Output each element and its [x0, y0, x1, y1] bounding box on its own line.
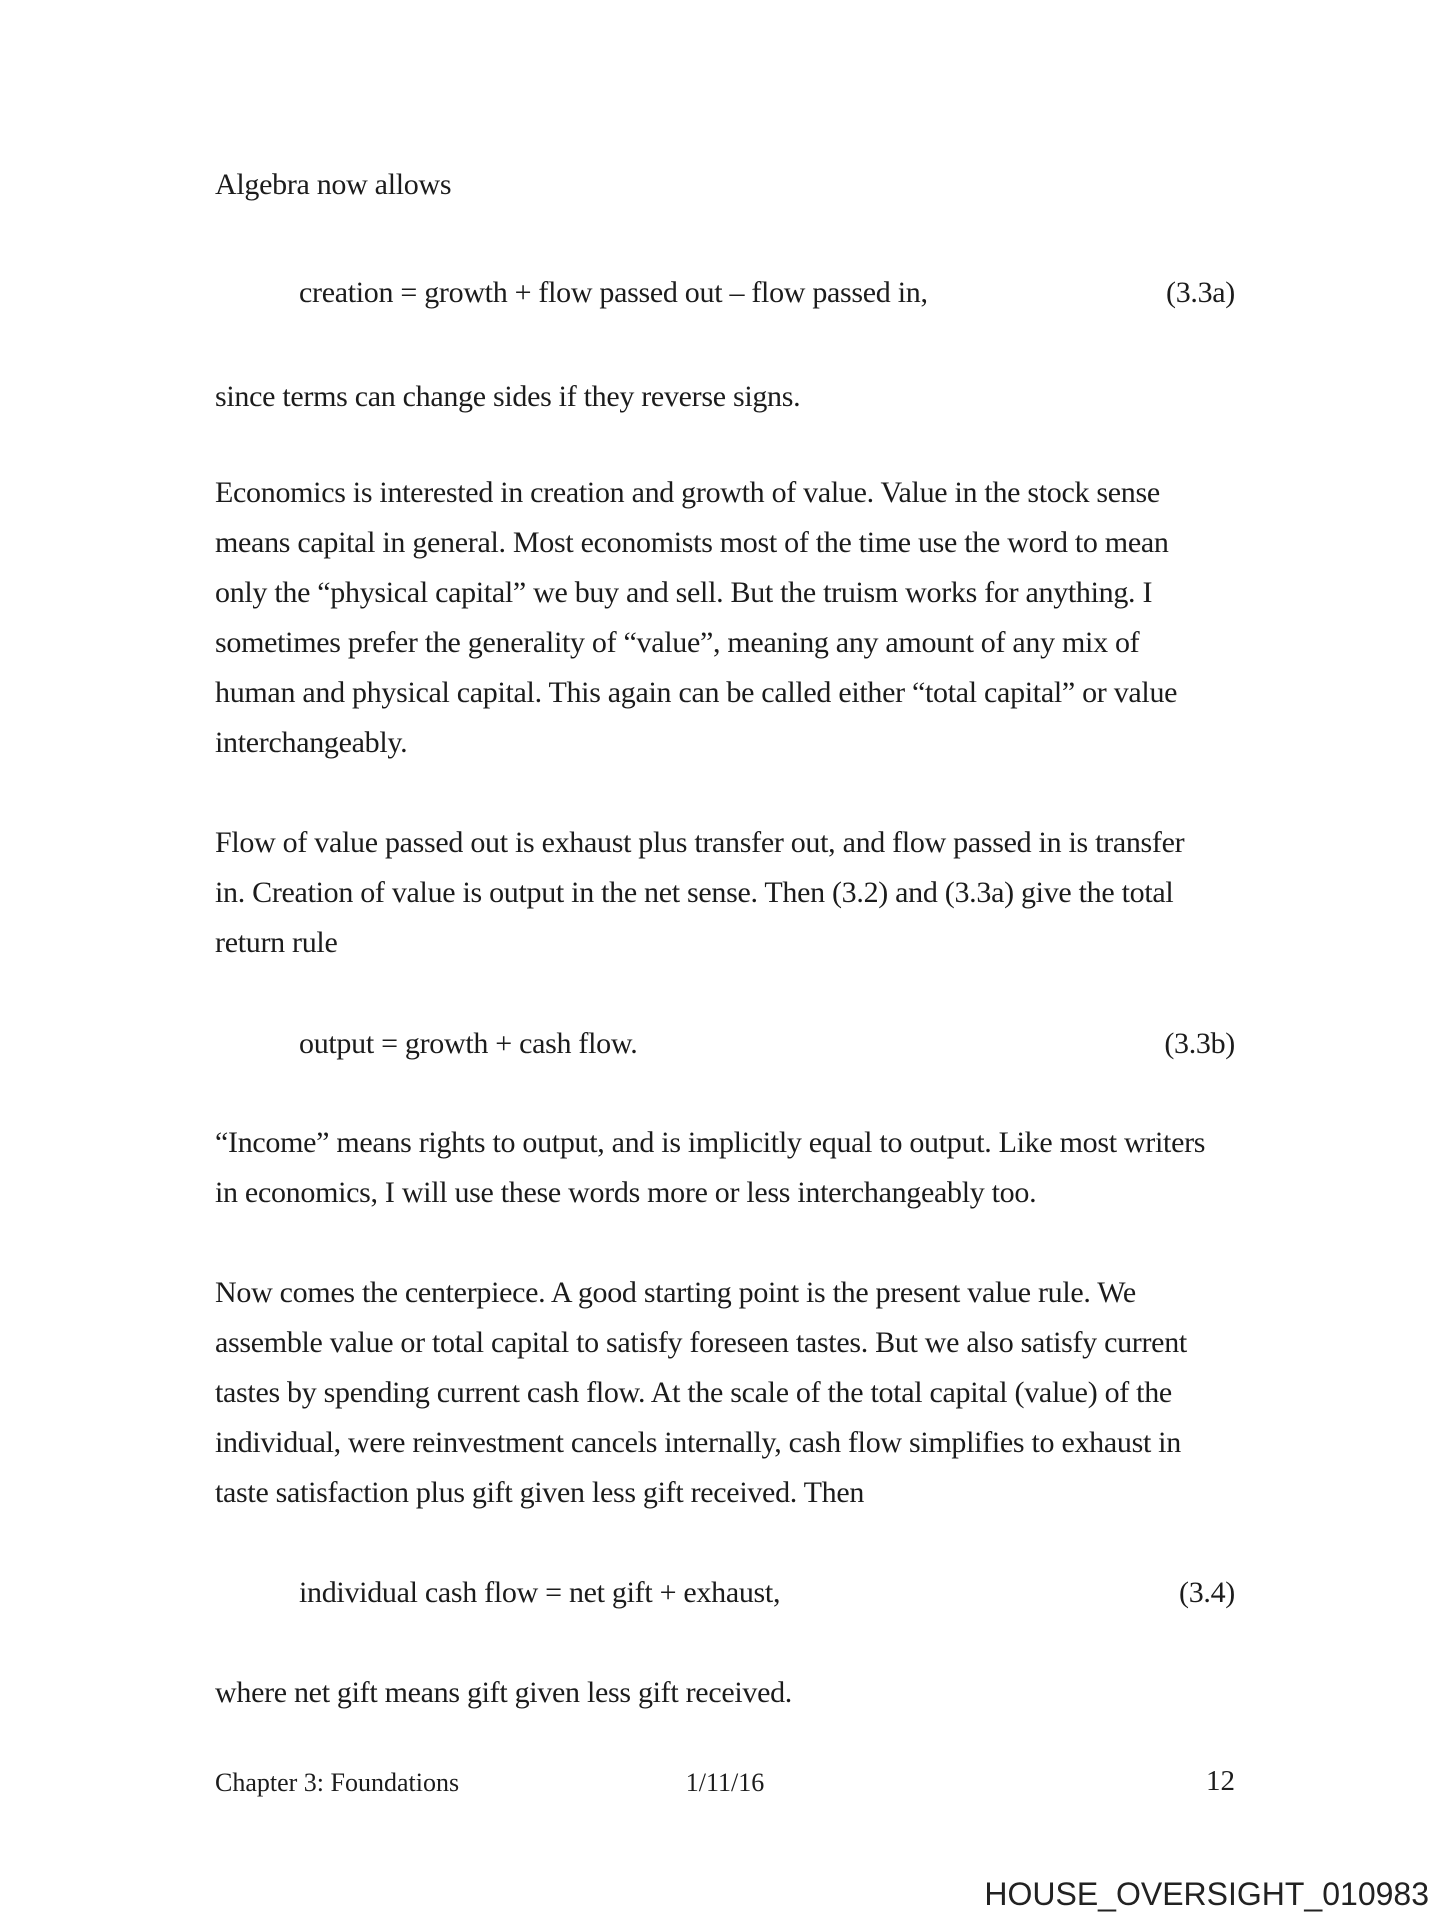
text-line: interchangeably.: [215, 726, 408, 759]
equation: [215, 1019, 1235, 1069]
equation: [215, 1568, 1235, 1618]
page-number: 12: [1206, 1765, 1235, 1797]
text-line: sometimes prefer the generality of “value”, meaning any amount of any mix of: [215, 626, 1140, 659]
text-line: assemble value or total capital to satisfy foreseen tastes. But we also satisfy current: [215, 1326, 1187, 1359]
equation-text: creation = growth + flow passed out – flow passed in,: [299, 276, 928, 309]
text-line: only the “physical capital” we buy and sell. But the truism works for anything. I: [215, 576, 1153, 609]
equation-text: output = growth + cash flow.: [299, 1027, 638, 1060]
text-line: since terms can change sides if they reverse signs.: [215, 380, 801, 413]
paragraph: [215, 818, 1235, 968]
text-line: in. Creation of value is output in the net sense. Then (3.2) and (3.3a) give the total: [215, 876, 1174, 909]
text-line: “Income” means rights to output, and is implicitly equal to output. Like most writers: [215, 1126, 1206, 1159]
page-body: [215, 160, 1235, 1718]
equation-text: individual cash flow = net gift + exhaust,: [299, 1576, 781, 1609]
text-line: Economics is interested in creation and growth of value. Value in the stock sense: [215, 476, 1160, 509]
text-line: human and physical capital. This again can be called either “total capital” or value: [215, 676, 1178, 709]
text-line: return rule: [215, 926, 338, 959]
text-line: Algebra now allows: [215, 168, 452, 201]
paragraph: [215, 1668, 1235, 1718]
equation-label: (3.4): [1179, 1576, 1235, 1609]
text-line: Flow of value passed out is exhaust plus transfer out, and flow passed in is transfer: [215, 826, 1185, 859]
text-line: in economics, I will use these words more or less interchangeably too.: [215, 1176, 1037, 1209]
equation-label: (3.3b): [1164, 1027, 1235, 1060]
bates-number: HOUSE_OVERSIGHT_010983: [984, 1876, 1429, 1912]
text-line: individual, were reinvestment cancels internally, cash flow simplifies to exhaust in: [215, 1426, 1181, 1459]
paragraph: [215, 468, 1235, 768]
paragraph: [215, 1268, 1235, 1518]
paragraph: [215, 372, 1235, 422]
text-line: where net gift means gift given less gift received.: [215, 1676, 792, 1709]
text-line: tastes by spending current cash flow. At the scale of the total capital (value) of the: [215, 1376, 1172, 1409]
text-line: Now comes the centerpiece. A good starting point is the present value rule. We: [215, 1276, 1136, 1309]
page-footer: [215, 1758, 1235, 1808]
footer-chapter-label: Chapter 3: Foundations: [215, 1768, 460, 1797]
equation-label: (3.3a): [1166, 276, 1235, 309]
footer-date: 1/11/16: [685, 1768, 765, 1797]
text-line: taste satisfaction plus gift given less gift received. Then: [215, 1476, 865, 1509]
text-line: means capital in general. Most economists most of the time use the word to mean: [215, 526, 1169, 559]
paragraph: [215, 160, 1235, 210]
paragraph: [215, 1118, 1235, 1218]
equation: [215, 268, 1235, 318]
